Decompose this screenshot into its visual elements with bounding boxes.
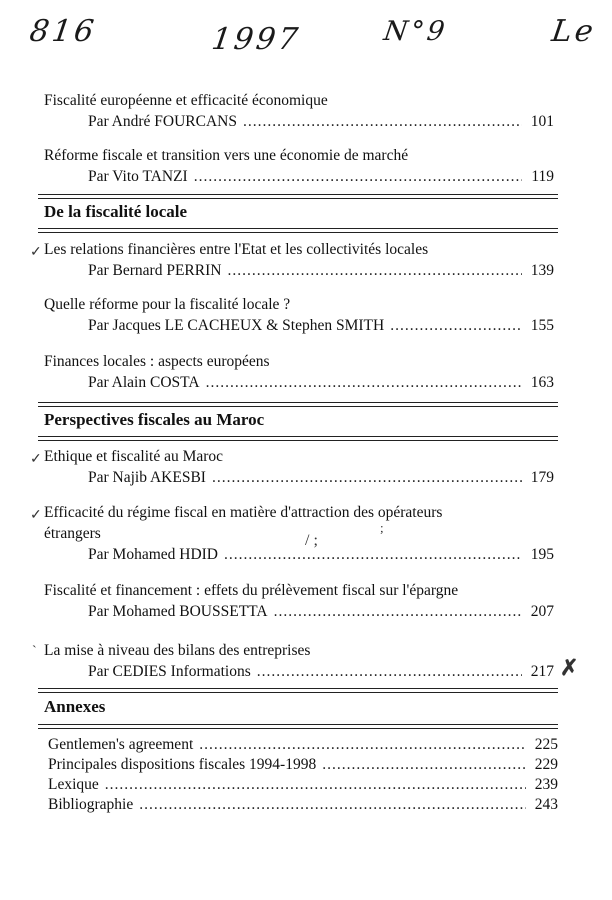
entry-title: Efficacité du régime fiscal en matière d'attraction des opérateurs <box>44 504 443 521</box>
entry-title: Les relations financières entre l'Etat et les collectivités locales <box>44 241 429 258</box>
entry-page: 119 <box>531 168 554 185</box>
dot-leader <box>199 735 526 755</box>
section-heading: Perspectives fiscales au Maroc <box>44 410 265 429</box>
entry-page: 207 <box>530 603 554 620</box>
section-rule <box>38 724 558 725</box>
dot-leader <box>390 315 522 336</box>
entry-title: Ethique et fiscalité au Maroc <box>44 448 224 465</box>
check-mark-icon: ` <box>32 644 37 659</box>
section-rule <box>38 728 558 729</box>
section-rule <box>38 692 558 693</box>
dot-leader <box>212 467 522 488</box>
annex-list <box>48 735 558 815</box>
toc-entry <box>44 640 554 682</box>
annex-item <box>48 795 558 815</box>
section-rule <box>38 198 558 199</box>
entry-title: Fiscalité et financement : effets du prélèvement fiscal sur l'épargne <box>44 582 459 599</box>
entry-title: Fiscalité européenne et efficacité économique <box>44 92 328 109</box>
entry-title: Quelle réforme pour la fiscalité locale ? <box>44 296 291 313</box>
annex-label: Principales dispositions fiscales 1994-1998 <box>48 756 317 773</box>
check-mark-icon: ✓ <box>30 508 42 523</box>
toc-entry <box>44 294 554 336</box>
section-rule <box>38 688 558 689</box>
entry-author: Par Jacques LE CACHEUX & Stephen SMITH <box>88 317 385 334</box>
entry-author: Par Mohamed BOUSSETTA <box>88 603 268 620</box>
entry-author: Par Bernard PERRIN <box>88 262 222 279</box>
entry-title-continued: étrangers <box>44 525 101 542</box>
entry-author: Par CEDIES Informations <box>88 663 251 680</box>
annex-item <box>48 775 558 795</box>
annex-page: 243 <box>534 796 558 813</box>
check-mark-icon: ✓ <box>30 452 42 467</box>
pen-mark-icon: ; <box>380 520 384 535</box>
dot-leader <box>274 601 522 622</box>
section-rule <box>38 406 558 407</box>
handwritten-year: 1997 <box>209 22 303 57</box>
section-rule <box>38 436 558 437</box>
dot-leader <box>194 166 522 187</box>
entry-page: 179 <box>530 469 554 486</box>
annex-label: Gentlemen's agreement <box>48 736 194 753</box>
entry-author: Par André FOURCANS <box>88 113 237 130</box>
annex-label: Bibliographie <box>48 796 134 813</box>
entry-title: La mise à niveau des bilans des entreprises <box>44 642 311 659</box>
annex-item <box>48 735 558 755</box>
section-heading: De la fiscalité locale <box>44 202 188 221</box>
section-rule <box>38 232 558 233</box>
annex-page: 239 <box>534 776 558 793</box>
toc-entry <box>44 502 554 565</box>
check-mark-icon: ✓ <box>30 245 42 260</box>
handwritten-code: 816 <box>27 14 99 49</box>
section-rule <box>38 440 558 441</box>
dot-leader <box>243 111 522 132</box>
dot-leader <box>224 544 522 565</box>
entry-title: Finances locales : aspects européens <box>44 353 270 370</box>
handwritten-initials: Le <box>549 14 599 49</box>
annex-page: 229 <box>534 756 558 773</box>
cross-mark-icon: ✗ <box>560 655 579 680</box>
section-rule <box>38 228 558 229</box>
entry-page: 163 <box>530 374 554 391</box>
toc-entry <box>44 446 554 488</box>
annex-label: Lexique <box>48 776 99 793</box>
entry-author: Par Mohamed HDID <box>88 546 219 563</box>
entry-page: 139 <box>530 262 554 279</box>
entry-page: 195 <box>530 546 554 563</box>
entry-page: 101 <box>530 113 554 130</box>
toc-entry <box>44 145 554 187</box>
toc-entry <box>44 351 554 393</box>
dot-leader <box>139 795 526 815</box>
toc-entry <box>44 90 554 132</box>
toc-entry <box>44 239 554 281</box>
dot-leader <box>322 755 526 775</box>
entry-title: Réforme fiscale et transition vers une économie de marché <box>44 147 409 164</box>
section-rule <box>38 402 558 403</box>
section-heading: Annexes <box>44 697 106 716</box>
handwritten-number: N°9 <box>381 16 450 47</box>
pen-mark-icon: / ; <box>305 532 318 549</box>
entry-page: 217 <box>530 663 554 680</box>
entry-author: Par Vito TANZI <box>88 168 188 185</box>
entry-page: 155 <box>530 317 554 334</box>
dot-leader <box>257 661 522 682</box>
entry-author: Par Najib AKESBI <box>88 469 206 486</box>
entry-author: Par Alain COSTA <box>88 374 200 391</box>
section-rule <box>38 194 558 195</box>
dot-leader <box>227 260 522 281</box>
dot-leader <box>105 775 526 795</box>
toc-entry <box>44 580 554 622</box>
dot-leader <box>206 372 522 393</box>
annex-item <box>48 755 558 775</box>
annex-page: 225 <box>534 736 558 753</box>
